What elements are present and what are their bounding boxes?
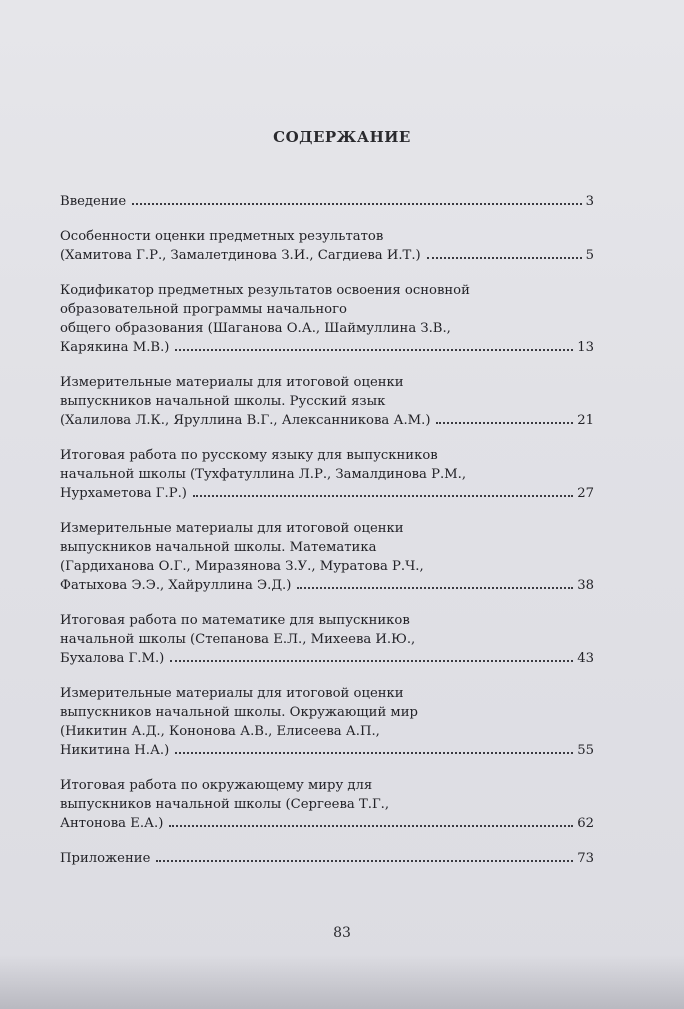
toc-entry-last-line xyxy=(60,576,594,595)
toc-entry-text: Бухалова Г.М.) xyxy=(60,651,165,666)
toc-entry-text: Никитина Н.А.) xyxy=(60,743,170,758)
dot-leader xyxy=(436,422,573,424)
dot-leader xyxy=(175,752,573,754)
toc-entry-line: выпускников начальной школы. Математика xyxy=(60,540,377,555)
toc-entry-last-line xyxy=(60,411,594,430)
toc-entry-line: Итоговая работа по русскому языку для выпускников xyxy=(60,448,438,463)
dot-leader xyxy=(169,825,573,827)
toc-page-number: 62 xyxy=(577,816,594,831)
toc-entry xyxy=(60,281,594,357)
page-shadow xyxy=(0,954,684,1009)
toc-entry-last-line xyxy=(60,192,594,211)
toc-page-number: 3 xyxy=(585,194,594,209)
toc-page-number: 21 xyxy=(577,413,594,428)
toc-entry-text: Антонова Е.А.) xyxy=(60,816,164,831)
dot-leader xyxy=(170,660,573,662)
toc-page-number: 27 xyxy=(577,486,594,501)
toc-entry xyxy=(60,519,594,595)
toc-entry xyxy=(60,373,594,430)
toc-page-number: 13 xyxy=(577,340,594,355)
toc-entry-text: (Халилова Л.К., Яруллина В.Г., Алексанникова А.М.) xyxy=(60,413,431,428)
toc-entry-last-line xyxy=(60,338,594,357)
toc-entry-line: Измерительные материалы для итоговой оценки xyxy=(60,521,404,536)
toc-entry-line: образовательной программы начального xyxy=(60,302,347,317)
table-of-contents xyxy=(60,192,594,884)
toc-entry xyxy=(60,192,594,211)
toc-entry-line: Особенности оценки предметных результатов xyxy=(60,229,384,244)
dot-leader xyxy=(156,860,573,862)
toc-entry xyxy=(60,776,594,833)
page-number: 83 xyxy=(333,925,351,941)
toc-entry-text: Карякина М.В.) xyxy=(60,340,170,355)
toc-entry-last-line xyxy=(60,849,594,868)
contents-title: СОДЕРЖАНИЕ xyxy=(273,128,411,146)
toc-page-number: 43 xyxy=(577,651,594,666)
toc-entry-line: выпускников начальной школы. Русский язык xyxy=(60,394,386,409)
toc-entry-text: (Хамитова Г.Р., Замалетдинова З.И., Сагдиева И.Т.) xyxy=(60,248,421,263)
toc-entry-line: начальной школы (Степанова Е.Л., Михеева И.Ю., xyxy=(60,632,416,647)
toc-entry-line: Итоговая работа по математике для выпускников xyxy=(60,613,410,628)
dot-leader xyxy=(132,203,581,205)
dot-leader xyxy=(193,495,573,497)
toc-entry xyxy=(60,611,594,668)
toc-entry xyxy=(60,849,594,868)
dot-leader xyxy=(427,257,582,259)
toc-entry-line: выпускников начальной школы. Окружающий мир xyxy=(60,705,418,720)
toc-entry-line: Кодификатор предметных результатов освоения основной xyxy=(60,283,470,298)
toc-entry-line: Измерительные материалы для итоговой оценки xyxy=(60,375,404,390)
toc-entry xyxy=(60,684,594,760)
toc-entry-last-line xyxy=(60,246,594,265)
toc-entry-line: начальной школы (Тухфатуллина Л.Р., Замалдинова Р.М., xyxy=(60,467,467,482)
toc-page-number: 55 xyxy=(577,743,594,758)
toc-entry-text: Фатыхова Э.Э., Хайруллина Э.Д.) xyxy=(60,578,292,593)
toc-page-number: 5 xyxy=(585,248,594,263)
toc-entry-line: Итоговая работа по окружающему миру для xyxy=(60,778,373,793)
toc-entry-last-line xyxy=(60,484,594,503)
toc-entry-line: Измерительные материалы для итоговой оценки xyxy=(60,686,404,701)
toc-entry-line: (Гардиханова О.Г., Миразянова З.У., Муратова Р.Ч., xyxy=(60,559,424,574)
toc-page-number: 73 xyxy=(577,851,594,866)
dot-leader xyxy=(297,587,573,589)
toc-entry-last-line xyxy=(60,649,594,668)
toc-entry-line: выпускников начальной школы (Сергеева Т.Г., xyxy=(60,797,390,812)
toc-entry xyxy=(60,446,594,503)
toc-entry-text: Нурхаметова Г.Р.) xyxy=(60,486,187,501)
toc-entry xyxy=(60,227,594,265)
toc-entry-line: (Никитин А.Д., Кононова А.В., Елисеева А.П., xyxy=(60,724,380,739)
toc-entry-line: общего образования (Шаганова О.А., Шаймуллина З.В., xyxy=(60,321,451,336)
toc-page-number: 38 xyxy=(577,578,594,593)
dot-leader xyxy=(175,349,573,351)
toc-entry-last-line xyxy=(60,814,594,833)
toc-entry-text: Приложение xyxy=(60,851,151,866)
toc-entry-last-line xyxy=(60,741,594,760)
toc-entry-text: Введение xyxy=(60,194,127,209)
